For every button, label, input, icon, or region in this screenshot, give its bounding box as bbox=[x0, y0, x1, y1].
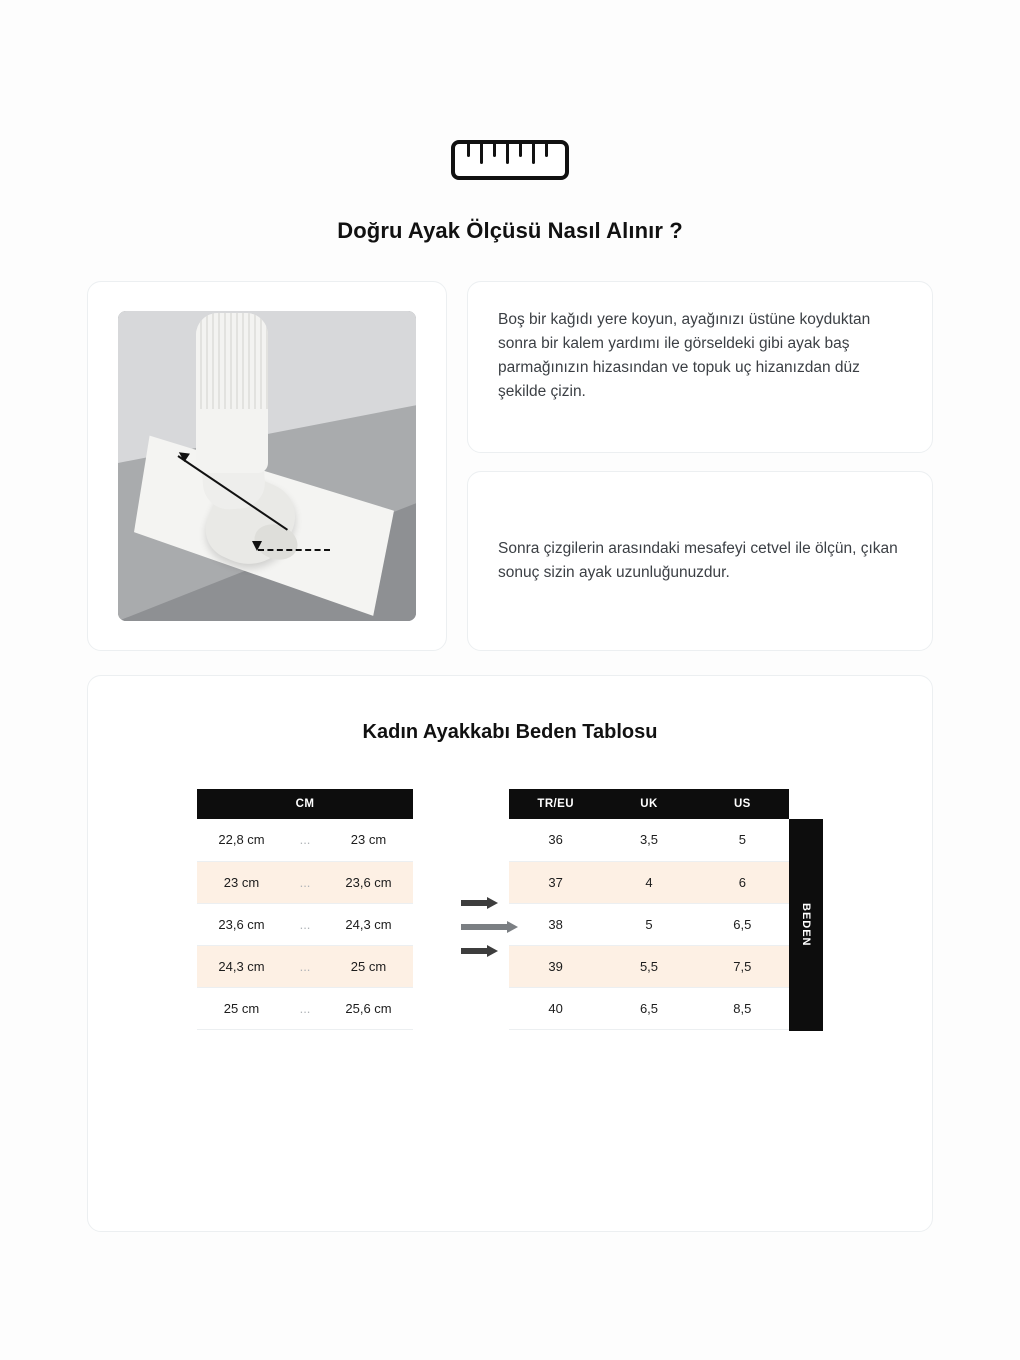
instruction-card-1 bbox=[467, 281, 933, 453]
cm-from: 22,8 cm bbox=[197, 819, 286, 861]
cm-to: 24,3 cm bbox=[324, 903, 413, 945]
size-table-body bbox=[509, 819, 789, 1029]
cm-table bbox=[197, 789, 413, 1030]
measure-dashed-line bbox=[258, 549, 330, 551]
size-uk: 5 bbox=[602, 903, 695, 945]
size-table-header-row bbox=[509, 789, 789, 819]
size-tr-eu: 39 bbox=[509, 945, 602, 987]
size-conversion-table bbox=[509, 789, 789, 1030]
cm-from: 23,6 cm bbox=[197, 903, 286, 945]
sock-ribbing bbox=[196, 313, 268, 409]
measure-arrow-bottom-icon bbox=[252, 541, 262, 551]
instructions-row bbox=[87, 281, 933, 651]
cm-from: 24,3 cm bbox=[197, 945, 286, 987]
table-row bbox=[509, 903, 789, 945]
size-tr-eu: 40 bbox=[509, 987, 602, 1029]
cm-sep: ... bbox=[286, 903, 324, 945]
cm-to: 23 cm bbox=[324, 819, 413, 861]
page-title: Doğru Ayak Ölçüsü Nasıl Alınır ? bbox=[337, 218, 683, 243]
size-us: 7,5 bbox=[696, 945, 789, 987]
size-uk: 6,5 bbox=[602, 987, 695, 1029]
size-uk: 3,5 bbox=[602, 819, 695, 861]
table-row bbox=[197, 819, 413, 861]
measurement-photo bbox=[118, 311, 416, 621]
size-header-uk: UK bbox=[602, 789, 695, 819]
size-uk: 5,5 bbox=[602, 945, 695, 987]
cm-to: 25 cm bbox=[324, 945, 413, 987]
size-table-card bbox=[87, 675, 933, 1232]
cm-sep: ... bbox=[286, 945, 324, 987]
size-tr-eu: 37 bbox=[509, 861, 602, 903]
instruction-text-1: Boş bir kağıdı yere koyun, ayağınızı üstüne koyduktan sonra bir kalem yardımı ile görseldeki gibi ayak baş parmağınızın hizasından ve topuk uç hizanızdan düz şekilde çizin. bbox=[498, 311, 871, 401]
size-us: 5 bbox=[696, 819, 789, 861]
table-row bbox=[509, 861, 789, 903]
cm-sep: ... bbox=[286, 819, 324, 861]
size-table-title: Kadın Ayakkabı Beden Tablosu bbox=[362, 721, 658, 743]
cm-from: 25 cm bbox=[197, 987, 286, 1029]
measurement-photo-card bbox=[87, 281, 447, 651]
cm-sep: ... bbox=[286, 987, 324, 1029]
cm-table-header-row bbox=[197, 789, 413, 819]
table-row bbox=[509, 987, 789, 1029]
table-row bbox=[197, 861, 413, 903]
size-header-us: US bbox=[696, 789, 789, 819]
size-tr-eu: 38 bbox=[509, 903, 602, 945]
table-row bbox=[197, 945, 413, 987]
table-row bbox=[197, 987, 413, 1029]
cm-table-body bbox=[197, 819, 413, 1029]
table-row bbox=[509, 945, 789, 987]
ruler-icon-container bbox=[0, 140, 1020, 180]
instruction-card-2 bbox=[467, 471, 933, 651]
size-us: 8,5 bbox=[696, 987, 789, 1029]
table-row bbox=[197, 903, 413, 945]
size-header-tr-eu: TR/EU bbox=[509, 789, 602, 819]
size-tables-wrapper bbox=[88, 789, 932, 1031]
instruction-text-2: Sonra çizgilerin arasındaki mesafeyi cetvel ile ölçün, çıkan sonuç sizin ayak uzunluğunuzdur. bbox=[498, 539, 898, 581]
beden-side-label-text: BEDEN bbox=[800, 903, 812, 947]
cm-to: 25,6 cm bbox=[324, 987, 413, 1029]
table-row bbox=[509, 819, 789, 861]
cm-from: 23 cm bbox=[197, 861, 286, 903]
cm-table-header: CM bbox=[197, 789, 413, 819]
beden-side-label bbox=[789, 819, 823, 1031]
instructions-column bbox=[467, 281, 933, 651]
size-us: 6 bbox=[696, 861, 789, 903]
conversion-arrows bbox=[413, 897, 509, 958]
size-tr-eu: 36 bbox=[509, 819, 602, 861]
ruler-icon bbox=[451, 140, 569, 180]
cm-to: 23,6 cm bbox=[324, 861, 413, 903]
size-us: 6,5 bbox=[696, 903, 789, 945]
cm-sep: ... bbox=[286, 861, 324, 903]
size-uk: 4 bbox=[602, 861, 695, 903]
